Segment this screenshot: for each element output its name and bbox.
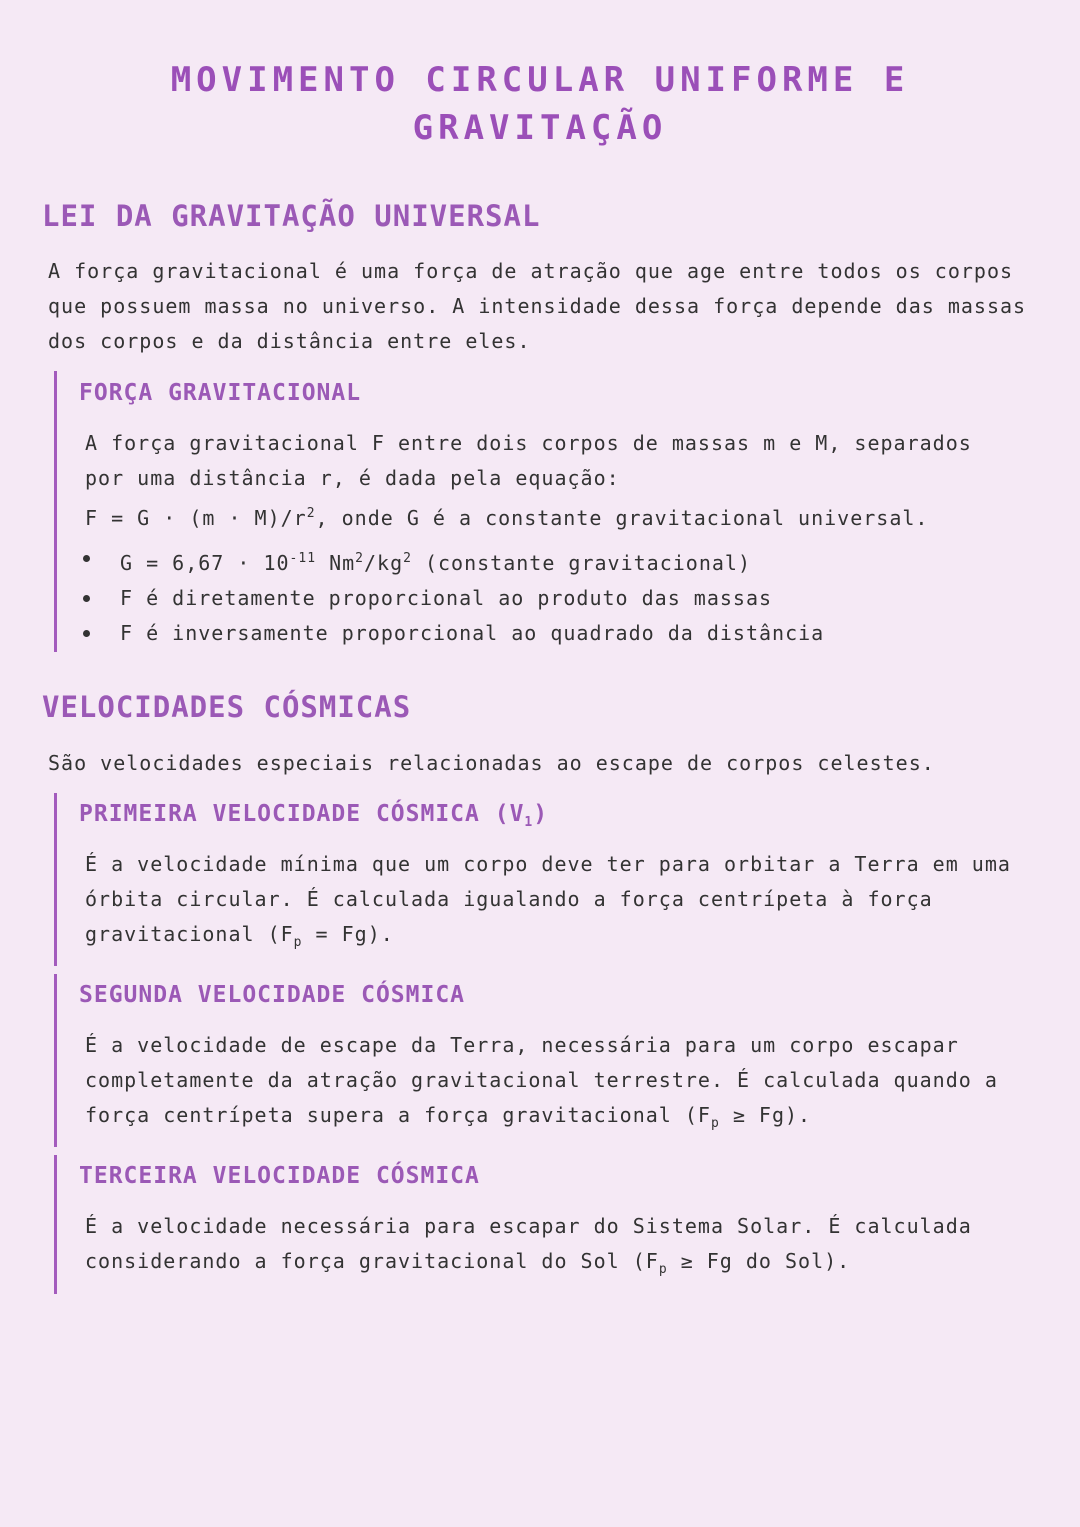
- second-line-2: completamente da atração gravitacional terrestre. É calculada quando a: [85, 1068, 998, 1092]
- third-cosmic-velocity-paragraph: [85, 1209, 972, 1287]
- constant-exponent: -11: [289, 551, 317, 566]
- bullet-dot-icon: [83, 555, 90, 562]
- third-line-2: [85, 1244, 972, 1287]
- second-line-3: [85, 1098, 998, 1141]
- intro-line-3: dos corpos e da distância entre eles.: [48, 329, 531, 353]
- first-line-3-subscript: p: [293, 935, 303, 950]
- section-heading-cosmic-velocities: VELOCIDADES CÓSMICAS: [42, 690, 412, 724]
- constant-unit-exp-1: 2: [355, 551, 364, 566]
- first-line-3-text: gravitacional (F: [85, 922, 294, 946]
- first-line-3: [85, 917, 1011, 960]
- third-line-2-text: considerando a força gravitacional do Sol (F: [85, 1249, 659, 1273]
- intro-line-1: A força gravitacional é uma força de atração que age entre todos os corpos: [48, 259, 1014, 283]
- equation-exponent: 2: [306, 506, 316, 521]
- constant-text-d: (constante gravitacional): [411, 551, 752, 575]
- intro-line-2: que possuem massa no universo. A intensidade dessa força depende das massas: [48, 294, 1027, 318]
- bullet-inverse-proportional: [77, 616, 824, 651]
- first-line-1: É a velocidade mínima que um corpo deve ter para orbitar a Terra em uma: [85, 852, 1011, 876]
- second-line-3-end: ≥ Fg).: [719, 1103, 812, 1127]
- page-title-line-2: GRAVITAÇÃO: [412, 108, 668, 148]
- first-heading-close: ): [533, 801, 549, 827]
- constant-unit-exp-2: 2: [403, 551, 412, 566]
- force-line-1: A força gravitacional F entre dois corpos de massas m e M, separados: [85, 431, 972, 455]
- page-title-line-1: MOVIMENTO CIRCULAR UNIFORME E: [170, 60, 910, 100]
- bullet-dot-icon: [83, 595, 90, 602]
- bullet-direct-proportional: [77, 581, 824, 616]
- gravitational-force-paragraph: [85, 426, 972, 536]
- constant-text-a: G = 6,67 · 10: [120, 551, 290, 575]
- constant-text-c: /kg: [363, 551, 404, 575]
- equation-main: F = G · (m · M)/r: [85, 506, 307, 530]
- subheading-gravitational-force: FORÇA GRAVITACIONAL: [79, 380, 362, 406]
- first-heading-subscript: 1: [524, 815, 534, 830]
- first-heading-text: PRIMEIRA VELOCIDADE CÓSMICA (V: [79, 801, 525, 827]
- bullet-text: F é diretamente proporcional ao produto das massas: [120, 586, 773, 610]
- second-cosmic-velocity-paragraph: [85, 1028, 998, 1141]
- cosmic-velocities-intro: [48, 746, 935, 781]
- callout-third-cosmic-velocity: [54, 1155, 972, 1294]
- third-line-2-subscript: p: [658, 1262, 668, 1277]
- third-line-2-end: ≥ Fg do Sol).: [667, 1249, 851, 1273]
- constant-text-b: Nm: [316, 551, 356, 575]
- section-heading-gravitation-law: LEI DA GRAVITAÇÃO UNIVERSAL: [42, 199, 541, 233]
- gravitation-intro-paragraph: [48, 254, 1026, 359]
- bullet-constant-value: [77, 541, 824, 581]
- first-line-3-end: = Fg).: [302, 922, 394, 946]
- callout-second-cosmic-velocity: [54, 974, 998, 1147]
- gravitational-force-bullet-list: [77, 541, 824, 651]
- bullet-text: F é inversamente proporcional ao quadrado da distância: [120, 621, 825, 645]
- force-line-2: por uma distância r, é dada pela equação:: [85, 466, 620, 490]
- second-line-3-text: força centrípeta supera a força gravitacional (F: [85, 1103, 711, 1127]
- second-line-1: É a velocidade de escape da Terra, necessária para um corpo escapar: [85, 1033, 959, 1057]
- page-title: [0, 56, 1080, 152]
- force-equation-line: [85, 496, 972, 536]
- callout-first-cosmic-velocity: [54, 793, 1011, 966]
- subheading-third-cosmic-velocity: TERCEIRA VELOCIDADE CÓSMICA: [79, 1163, 480, 1189]
- equation-description: , onde G é a constante gravitacional universal.: [315, 506, 929, 530]
- second-line-3-subscript: p: [710, 1116, 720, 1131]
- subheading-second-cosmic-velocity: SEGUNDA VELOCIDADE CÓSMICA: [79, 982, 466, 1008]
- subheading-first-cosmic-velocity: [79, 799, 548, 838]
- first-cosmic-velocity-paragraph: [85, 847, 1011, 960]
- third-line-1: É a velocidade necessária para escapar do Sistema Solar. É calculada: [85, 1214, 972, 1238]
- cosmic-intro-line: São velocidades especiais relacionadas ao escape de corpos celestes.: [48, 751, 935, 775]
- first-line-2: órbita circular. É calculada igualando a força centrípeta à força: [85, 887, 933, 911]
- bullet-dot-icon: [83, 630, 90, 637]
